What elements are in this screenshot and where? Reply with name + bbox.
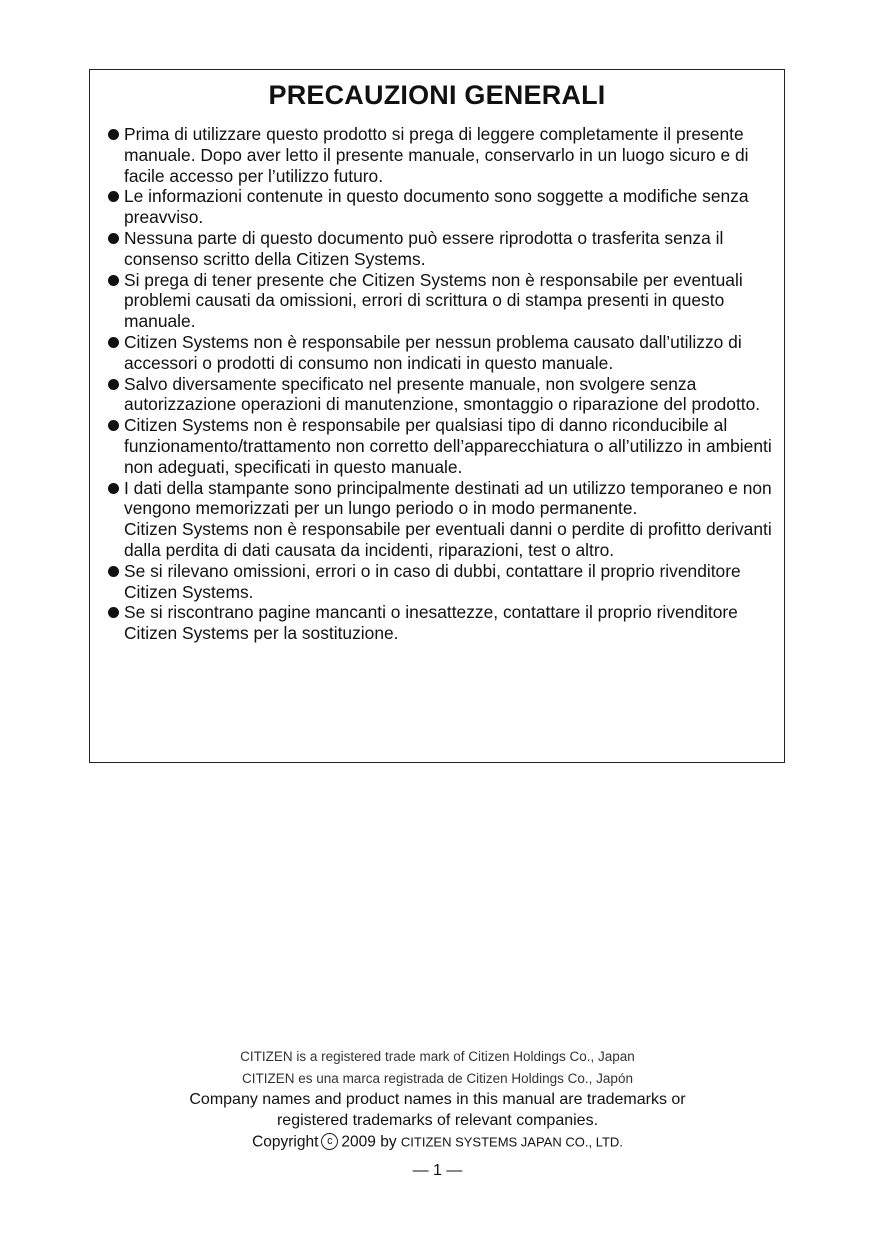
copyright-label: Copyright (252, 1133, 319, 1151)
precaution-item (105, 228, 775, 270)
precaution-item (105, 602, 775, 644)
precautions-title: PRECAUZIONI GENERALI (268, 80, 606, 110)
trademarks-notice-line-1: Company names and product names in this manual are trademarks or (189, 1091, 686, 1108)
copyright-line (0, 1133, 875, 1152)
copyright-company: CITIZEN SYSTEMS JAPAN CO., LTD. (400, 1134, 623, 1150)
bullet-icon (108, 337, 119, 348)
precaution-text: I dati della stampante sono principalmente destinati ad un utilizzo temporaneo e non vengono memorizzati per un lungo periodo o in modo permanente. (124, 477, 772, 519)
precaution-text: Se si riscontrano pagine mancanti o inesattezze, contattare il proprio rivenditore Citizen Systems per la sostituzione. (124, 602, 738, 644)
precaution-item (105, 332, 775, 374)
bullet-icon (108, 275, 119, 286)
precaution-text: Prima di utilizzare questo prodotto si prega di leggere completamente il presente manuale. Dopo aver letto il presente manuale, conservarlo in un luogo sicuro e di facile accesso per l’utilizzo futuro. (124, 124, 749, 186)
bullet-icon (108, 379, 119, 390)
trademark-notice-en: CITIZEN is a registered trade mark of Citizen Holdings Co., Japan (240, 1049, 635, 1064)
precaution-text: Salvo diversamente specificato nel presente manuale, non svolgere senza autorizzazione operazioni di manutenzione, smontaggio o riparazione del prodotto. (124, 373, 761, 415)
page-number: — 1 — (412, 1162, 463, 1179)
bullet-icon (108, 129, 119, 140)
copyright-year: 2009 by (341, 1133, 397, 1151)
precautions-box (89, 69, 785, 763)
bullet-icon (108, 483, 119, 494)
bullet-icon (108, 607, 119, 618)
precaution-item (105, 124, 775, 186)
bullet-icon (108, 233, 119, 244)
trademark-notice-es: CITIZEN es una marca registrada de Citizen Holdings Co., Japón (242, 1071, 633, 1086)
precaution-item (105, 186, 775, 228)
precaution-item (105, 415, 775, 477)
precaution-text: Nessuna parte di questo documento può essere riprodotta o trasferita senza il consenso scritto della Citizen Systems. (124, 227, 724, 269)
precaution-item (105, 270, 775, 332)
bullet-icon (108, 566, 119, 577)
precaution-text: Se si rilevano omissioni, errori o in caso di dubbi, contattare il proprio rivenditore Citizen Systems. (124, 560, 741, 602)
precaution-item (105, 374, 775, 416)
precaution-text: Citizen Systems non è responsabile per qualsiasi tipo di danno riconducibile al funzionamento/trattamento non corretto dell’apparecchiatura o all’utilizzo in ambienti non adeguati, specificati in questo manuale. (124, 415, 772, 477)
trademarks-notice-line-2: registered trademarks of relevant companies. (276, 1112, 599, 1129)
bullet-icon (108, 191, 119, 202)
precaution-text: Le informazioni contenute in questo documento sono soggette a modifiche senza preavviso. (124, 186, 749, 228)
precaution-item (105, 478, 775, 561)
precaution-text: Si prega di tener presente che Citizen Systems non è responsabile per eventuali problemi causati da omissioni, errori di scrittura o di stampa presenti in questo manuale. (124, 269, 743, 332)
copyright-icon: c (321, 1133, 338, 1150)
precaution-text: Citizen Systems non è responsabile per nessun problema causato dall’utilizzo di accessori o prodotti di consumo non indicati in questo manuale. (124, 331, 742, 373)
bullet-icon (108, 420, 119, 431)
precautions-list (105, 124, 775, 644)
precaution-text: Citizen Systems non è responsabile per eventuali danni o perdite di profitto derivanti dalla perdita di dati causata da incidenti, riparazioni, test o altro. (124, 519, 772, 560)
precaution-item (105, 561, 775, 603)
